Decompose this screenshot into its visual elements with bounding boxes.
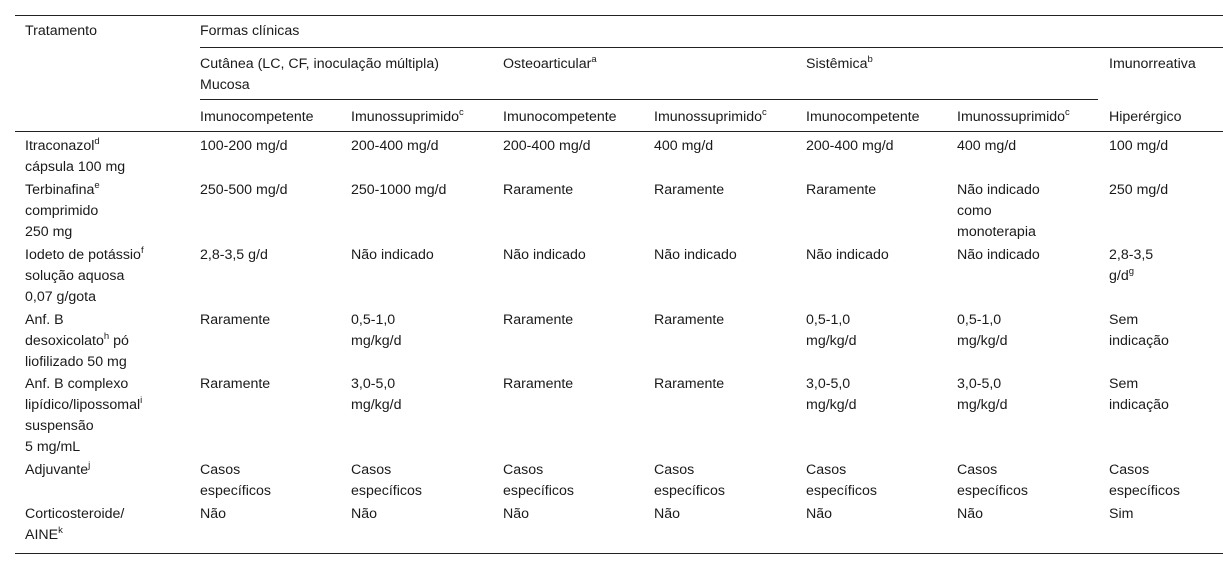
table-cell: Não indicado <box>503 247 586 263</box>
treatment-cell: Terbinafina$^e$ comprimido 250 mg <box>25 180 100 240</box>
header-bottom-rule <box>15 131 1223 132</box>
header-treatment: Tratamento <box>25 23 98 39</box>
table-cell: Não indicado <box>806 247 889 263</box>
table-cell: 3,0-5,0 mg/kg/d <box>957 376 1008 413</box>
table-cell: Raramente <box>806 182 877 198</box>
table-cell: 250-500 mg/d <box>200 182 288 198</box>
table-cell: Raramente <box>200 312 271 328</box>
subheader-cell: Imunocompetente <box>200 109 314 125</box>
table-cell: 2,8-3,5 $g/d^g$ <box>1109 247 1154 284</box>
subheader-cell: Imunossuprimido$^c$ <box>957 107 1070 125</box>
table-cell: Casos específicos <box>200 462 271 499</box>
table-cell: Casos específicos <box>654 462 725 499</box>
subheader-cell: Imunocompetente <box>806 109 920 125</box>
table-cell: 100-200 mg/d <box>200 138 288 154</box>
table-cell: 0,5-1,0 mg/kg/d <box>351 312 402 349</box>
table-cell: 250-1000 mg/d <box>351 182 447 198</box>
table-cell: Raramente <box>503 376 574 392</box>
table-cell: Casos específicos <box>957 462 1028 499</box>
table-cell: 400 mg/d <box>654 138 714 154</box>
table-cell: 3,0-5,0 mg/kg/d <box>351 376 402 413</box>
clinical-forms-rule <box>200 47 1223 48</box>
table-cell: Raramente <box>654 312 725 328</box>
table-cell: Não indicado <box>957 247 1040 263</box>
table-cell: Casos específicos <box>351 462 422 499</box>
table-cell: Raramente <box>503 182 574 198</box>
table-cell: 250 mg/d <box>1109 182 1169 198</box>
subheader-cell: Hiperérgico <box>1109 109 1182 125</box>
treatment-cell: Iodeto de potássio$^f$ solução aquosa 0,07 g/gota <box>25 245 144 305</box>
group-osteoarticular: Osteoarticular$^a$ <box>503 54 597 72</box>
subgroup-rule <box>200 99 1098 100</box>
treatment-cell: Anf. B desoxicolato$^h$ pó liofilizado 50 mg <box>25 312 129 370</box>
table-cell: 200-400 mg/d <box>503 138 591 154</box>
treatment-cell: Anf. B complexo lipídico/lipossomal$^i$ suspensão 5 mg/mL <box>25 376 143 455</box>
table-cell: Casos específicos <box>503 462 574 499</box>
subheader-cell: Imunossuprimido$^c$ <box>654 107 767 125</box>
treatment-cell: Corticosteroide/ AINE$^k$ <box>25 506 125 543</box>
table-cell: Não <box>351 506 378 522</box>
table-cell: Sem indicação <box>1109 376 1169 413</box>
table-cell: Sem indicação <box>1109 312 1169 349</box>
header-clinical-forms: Formas clínicas <box>200 23 300 39</box>
table-cell: Não indicado <box>654 247 737 263</box>
table-cell: Não <box>957 506 984 522</box>
table-cell: 2,8-3,5 g/d <box>200 247 268 263</box>
table-cell: 0,5-1,0 mg/kg/d <box>806 312 857 349</box>
table-cell: Não <box>806 506 833 522</box>
table-bottom-rule <box>15 553 1223 554</box>
table-cell: Não indicado <box>351 247 434 263</box>
table-cell: Raramente <box>654 376 725 392</box>
table-cell: Raramente <box>503 312 574 328</box>
table-cell: 0,5-1,0 mg/kg/d <box>957 312 1008 349</box>
table-cell: Raramente <box>200 376 271 392</box>
table-cell: Não <box>503 506 530 522</box>
group-imunorreativa: Imunorreativa <box>1109 56 1196 72</box>
table-cell: 100 mg/d <box>1109 138 1169 154</box>
table-cell: Casos específicos <box>1109 462 1180 499</box>
group-cutanea: Cutânea (LC, CF, inoculação múltipla) Mucosa <box>200 56 439 93</box>
table-cell: 200-400 mg/d <box>351 138 439 154</box>
table-cell: 3,0-5,0 mg/kg/d <box>806 376 857 413</box>
table-cell: 200-400 mg/d <box>806 138 894 154</box>
table-cell: Não indicado como monoterapia <box>957 182 1040 240</box>
treatment-cell: Adjuvante$^j$ <box>25 460 91 478</box>
table-cell: Raramente <box>654 182 725 198</box>
table-cell: Sim <box>1109 506 1134 522</box>
treatment-cell: Itraconazol$^d$ cápsula 100 mg <box>25 136 126 175</box>
subheader-cell: Imunocompetente <box>503 109 617 125</box>
table-cell: 400 mg/d <box>957 138 1017 154</box>
table-cell: Não <box>200 506 227 522</box>
subheader-cell: Imunossuprimido$^c$ <box>351 107 464 125</box>
table-top-rule <box>15 15 1223 16</box>
table-cell: Não <box>654 506 681 522</box>
group-sistemica: Sistêmica$^b$ <box>806 54 873 72</box>
table-cell: Casos específicos <box>806 462 877 499</box>
